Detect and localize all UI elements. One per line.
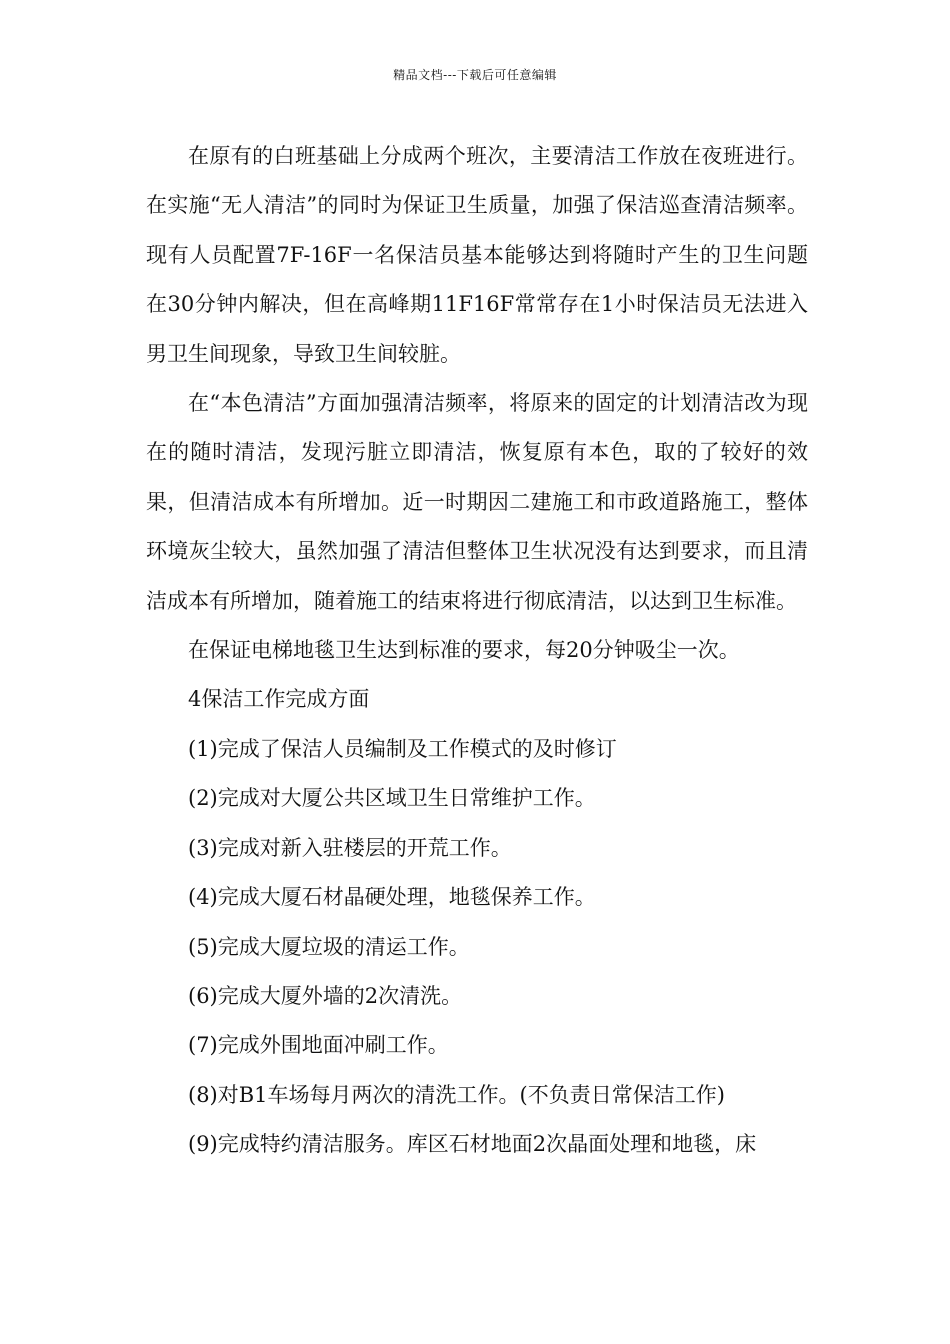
list-item: (6)完成大厦外墙的2次清洗。 [188, 983, 463, 1008]
paragraph-natural-cleaning: 在“本色清洁”方面加强清洁频率，将原来的固定的计划清洁改为现在的随时清洁，发现污脏立即清洁，恢复原有本色，取的了较好的效果，但清洁成本有所增加。近一时期因二建施工和市政道路施工，整体环境灰尘较大，虽然加强了清洁但整体卫生状况没有达到要求，而且清洁成本有所增加，随着施工的结束将进行彻底清洁，以达到卫生标准。 [146, 391, 808, 613]
list-item: (2)完成对大厦公共区域卫生日常维护工作。 [188, 786, 596, 811]
page-header: 精品文档---下载后可任意编辑 [393, 68, 557, 82]
list-item: (4)完成大厦石材晶硬处理，地毯保养工作。 [188, 885, 596, 910]
paragraph-shift-schedule: 在原有的白班基础上分成两个班次，主要清洁工作放在夜班进行。在实施“无人清洁”的同时为保证卫生质量，加强了保洁巡查清洁频率。现有人员配置7F-16F一名保洁员基本能够达到将随时产生的卫生问题在30分钟内解决，但在高峰期11F16F常常存在1小时保洁员无法进入男卫生间现象，导致卫生间较脏。 [146, 144, 808, 366]
list-item: (5)完成大厦垃圾的清运工作。 [188, 934, 470, 959]
document-body [146, 132, 808, 1170]
section-title: 4保洁工作完成方面 [188, 687, 370, 712]
paragraph-elevator-carpet: 在保证电梯地毯卫生达到标准的要求，每20分钟吸尘一次。 [188, 638, 740, 663]
list-item: (3)完成对新入驻楼层的开荒工作。 [188, 835, 512, 860]
list-item: (9)完成特约清洁服务。库区石材地面2次晶面处理和地毯，床 [188, 1132, 757, 1157]
list-item: (8)对B1车场每月两次的清洗工作。(不负责日常保洁工作) [188, 1082, 725, 1107]
list-item: (7)完成外围地面冲刷工作。 [188, 1033, 449, 1058]
list-item: (1)完成了保洁人员编制及工作模式的及时修订 [188, 736, 617, 761]
